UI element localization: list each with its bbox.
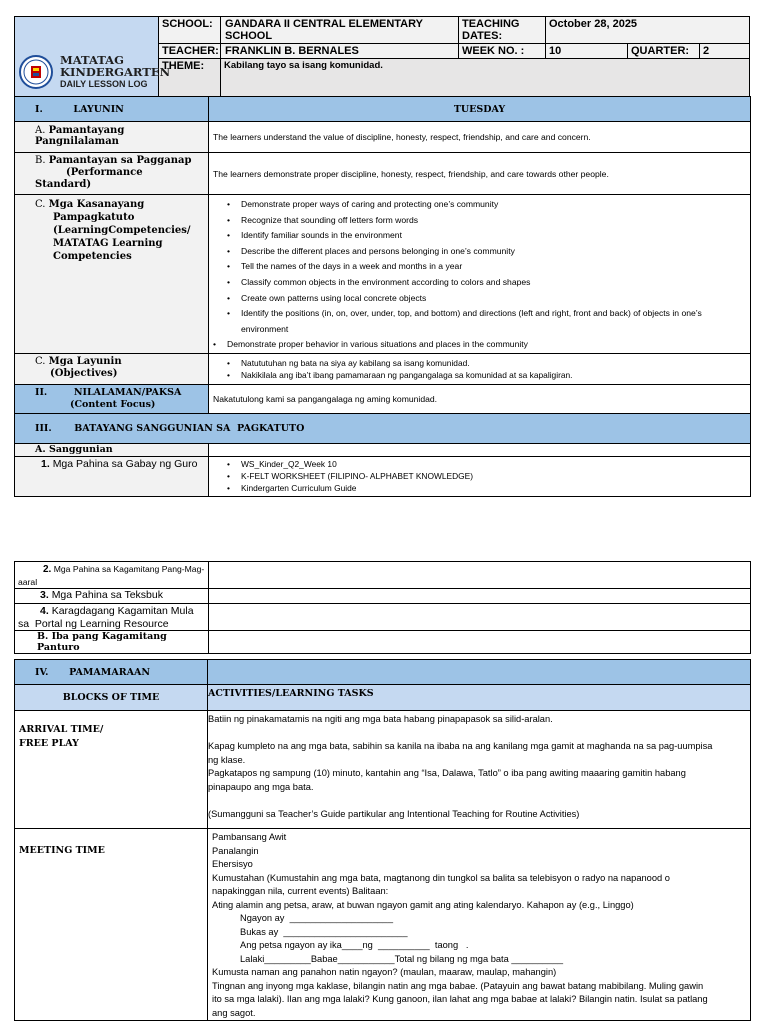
arrival-time-label <box>15 711 208 829</box>
content-standard-text: Pamantayang Pangnilalaman <box>35 125 125 147</box>
free-play-text: FREE PLAY <box>19 738 79 749</box>
objectives-letter: C. <box>35 355 46 367</box>
day-header: TUESDAY <box>209 97 751 122</box>
section2-header <box>15 384 209 413</box>
content-standard-letter: A. <box>35 125 46 136</box>
arrival-time-text: ARRIVAL TIME/ <box>19 724 104 735</box>
competencies-letter: C. <box>35 199 46 210</box>
arrival-line: Pagkatapos ng sampung (10) minuto, kantahin ang “Isa, Dalawa, Tatlo” o iba pang awiting maaaring gamitin habang <box>208 768 686 778</box>
competencies-text-5: Competencies <box>53 251 132 262</box>
competencies-list-last <box>209 337 746 353</box>
logo-cell <box>15 17 171 100</box>
section1-header <box>15 97 209 122</box>
performance-standard-value: The learners demonstrate proper discipline, honesty, respect, friendship, and care towards other people. <box>209 153 751 195</box>
section2-num: II. <box>35 386 48 398</box>
logo-title-1: MATATAG <box>60 53 124 67</box>
logo-title-2: KINDERGARTEN <box>60 65 171 79</box>
arrival-line: pinapaupo ang mga bata. <box>208 781 314 792</box>
competency-item: • Describe the different places and persons belonging in one’s community <box>241 244 746 260</box>
arrival-line <box>208 727 748 741</box>
content-standard-label <box>15 122 209 153</box>
section1-title: LAYUNIN <box>73 103 124 115</box>
other-materials-value <box>209 631 751 654</box>
deped-seal-icon <box>19 55 53 89</box>
section4-header <box>15 660 208 685</box>
learner-materials-value <box>209 562 751 589</box>
quarter-value: 2 <box>700 44 750 59</box>
arrival-line: (Sumangguni sa Teacher’s Guide partikular ang Intentional Teaching for Routine Activities) <box>208 808 580 819</box>
teacher-guide-item: • WS_Kinder_Q2_Week 10 <box>241 458 750 470</box>
teacher-guide-item: • Kindergarten Curriculum Guide <box>241 482 750 494</box>
teaching-dates-value: October 28, 2025 <box>546 17 750 44</box>
competency-item: • Identify familiar sounds in the environment <box>241 228 746 244</box>
performance-standard-label <box>15 153 209 195</box>
meeting-line: Kumustahan (Kumustahin ang mga bata, magtanong din tungkol sa balita sa telebisyon o radyo na napanood o <box>212 872 670 883</box>
competency-item-last: • Demonstrate proper behavior in various situations and places in the community <box>227 337 746 353</box>
header-block <box>14 16 749 96</box>
performance-standard-text: Pamantayan sa Pagganap <box>48 155 192 166</box>
competency-item: • Tell the names of the days in a week and months in a year <box>241 259 746 275</box>
section3-num: III. <box>35 422 52 434</box>
objectives-label <box>15 353 209 384</box>
arrival-line <box>208 794 748 808</box>
week-label: WEEK NO. : <box>459 44 546 59</box>
arrival-line: Kapag kumpleto na ang mga bata, sabihin sa kanila na ibaba na ang kanilang mga gamit at maghanda na sa pag-uumpisa <box>208 741 713 751</box>
meeting-time-label: MEETING TIME <box>15 829 208 1021</box>
theme-label: THEME: <box>159 59 221 100</box>
competencies-text-1: Mga Kasanayang <box>48 199 145 210</box>
section2-title: NILALAMAN/PAKSA <box>73 386 182 398</box>
section4-num: IV. <box>35 666 49 678</box>
teaching-dates-label: TEACHING DATES: <box>459 17 546 44</box>
competencies-text-3: (LearningCompetencies/ <box>53 225 191 236</box>
teacher-label: TEACHER: <box>159 44 221 59</box>
section3-title: BATAYANG SANGGUNIAN SA PAGKATUTO <box>74 422 305 434</box>
learner-materials-text: Mga Pahina sa Kagamitang Pang-Mag-aaral <box>18 564 205 587</box>
competencies-text-2: Pampagkatuto <box>53 212 135 223</box>
school-value: GANDARA II CENTRAL ELEMENTARY SCHOOL <box>221 17 459 44</box>
objectives-list <box>209 357 750 381</box>
portal-label <box>15 604 209 631</box>
performance-standard-sub: (Performance Standard) <box>35 167 143 190</box>
section2-sub: (Content Focus) <box>70 398 156 410</box>
portal-num: 4. <box>40 605 49 617</box>
quarter-label: QUARTER: <box>628 44 700 59</box>
lesson-table-top <box>14 96 750 497</box>
competency-item: • Identify the positions (in, on, over, under, top, and bottom) and directions (left and right, front and back) of objects in one’s environment <box>241 306 746 337</box>
teacher-guide-label <box>15 456 209 496</box>
lesson-table-procedure <box>14 659 750 1021</box>
competency-item: • Demonstrate proper ways of caring and protecting one’s community <box>241 197 746 213</box>
teacher-guide-value <box>209 456 751 496</box>
meeting-line: Tingnan ang inyong mga kaklase, bilangin natin ang mga babae. (Patayuin ang bawat batang mabibilang. Muling gawin <box>212 980 704 991</box>
content-focus-value: Nakatutulong kami sa pangangalaga ng aming komunidad. <box>209 384 751 413</box>
meeting-line: napakinggan nila, current events) Balitaan: <box>212 886 389 896</box>
arrival-line: ng klase. <box>208 754 246 765</box>
logo-subtitle: DAILY LESSON LOG <box>60 79 148 89</box>
meeting-indented-line: Ngayon ay ____________________ <box>240 913 394 923</box>
objective-item: • Natututuhan ng bata na siya ay kabilang sa isang komunidad. <box>241 357 750 369</box>
teacher-guide-item: • K-FELT WORKSHEET (FILIPINO- ALPHABET KNOWLEDGE) <box>241 470 750 482</box>
meeting-line: Panalangin <box>212 845 259 856</box>
blocks-of-time-header: BLOCKS OF TIME <box>15 685 208 711</box>
competency-item: • Create own patterns using local concrete objects <box>241 291 746 307</box>
teacher-guide-list <box>209 458 750 494</box>
textbook-text: Mga Pahina sa Teksbuk <box>51 589 163 601</box>
week-value: 10 <box>546 44 628 59</box>
meeting-indented-line: Ang petsa ngayon ay ika____ng __________ taong . <box>240 940 469 950</box>
competencies-value <box>209 195 751 354</box>
section3-header <box>15 413 751 443</box>
meeting-indented-line: Bukas ay ________________________ <box>240 926 408 937</box>
other-materials-label: B. Iba pang Kagamitang Panturo <box>15 631 209 654</box>
references-label: A. Sanggunian <box>15 443 209 456</box>
teacher-guide-text: Mga Pahina sa Gabay ng Guro <box>52 457 198 470</box>
textbook-num: 3. <box>40 589 49 601</box>
lesson-table-mid <box>14 561 750 654</box>
portal-value <box>209 604 751 631</box>
meeting-line: Kumusta naman ang panahon natin ngayon? (maulan, maaraw, maulap, mahangin) <box>212 967 557 977</box>
meeting-line: Ehersisyo <box>212 859 253 869</box>
textbook-value <box>209 589 751 604</box>
objectives-text: Mga Layunin <box>48 355 122 367</box>
meeting-line: ang sagot. <box>212 1007 256 1018</box>
meeting-line: ito sa mga lalaki). Ilan ang mga lalaki? Kung ganoon, ilan lahat ang mga babae at lalaki? Bilangin natin. Isulat sa patlang <box>212 994 708 1004</box>
meeting-indented-line: Lalaki_________Babae___________Total ng bilang ng mga bata __________ <box>240 953 564 964</box>
content-standard-value: The learners understand the value of discipline, honesty, respect, friendship, and care and concern. <box>209 122 751 153</box>
meeting-line: Pambansang Awit <box>212 832 287 842</box>
objectives-value <box>209 353 751 384</box>
competencies-text-4: MATATAG Learning <box>53 238 163 249</box>
theme-value: Kabilang tayo sa isang komunidad. <box>221 59 750 100</box>
performance-standard-letter: B. <box>35 155 46 166</box>
competencies-list <box>209 197 746 337</box>
learner-materials-num: 2. <box>43 564 52 575</box>
learner-materials-label <box>15 562 209 589</box>
section1-num: I. <box>35 103 43 115</box>
competency-item: • Recognize that sounding off letters form words <box>241 213 746 229</box>
section4-header-right <box>208 660 751 685</box>
teacher-guide-num: 1. <box>41 457 50 470</box>
meeting-time-activities <box>208 829 751 1021</box>
meeting-line: Ating alamin ang petsa, araw, at buwan ngayon gamit ang ating kalendaryo. Kahapon ay (e.g., Linggo) <box>212 899 634 910</box>
portal-text: Karagdagang Kagamitan Mula sa Portal ng Learning Resource <box>18 605 197 630</box>
teacher-value: FRANKLIN B. BERNALES <box>221 44 459 59</box>
references-value <box>209 443 751 456</box>
arrival-line: Batiin ng pinakamatamis na ngiti ang mga bata habang pinapapasok sa silid-aralan. <box>208 714 553 724</box>
section4-title: PAMAMARAAN <box>69 666 151 678</box>
competency-item: • Classify common objects in the environment according to colors and shapes <box>241 275 746 291</box>
school-label: SCHOOL: <box>159 17 221 44</box>
objective-item: • Nakikilala ang iba’t ibang pamamaraan ng pangangalaga sa komunidad at sa kapaligiran. <box>241 369 750 381</box>
competencies-label <box>15 195 209 354</box>
textbook-label <box>15 589 209 604</box>
objectives-sub: (Objectives) <box>50 367 118 379</box>
arrival-time-activities <box>208 711 751 829</box>
activities-header: ACTIVITIES/LEARNING TASKS <box>208 685 751 711</box>
